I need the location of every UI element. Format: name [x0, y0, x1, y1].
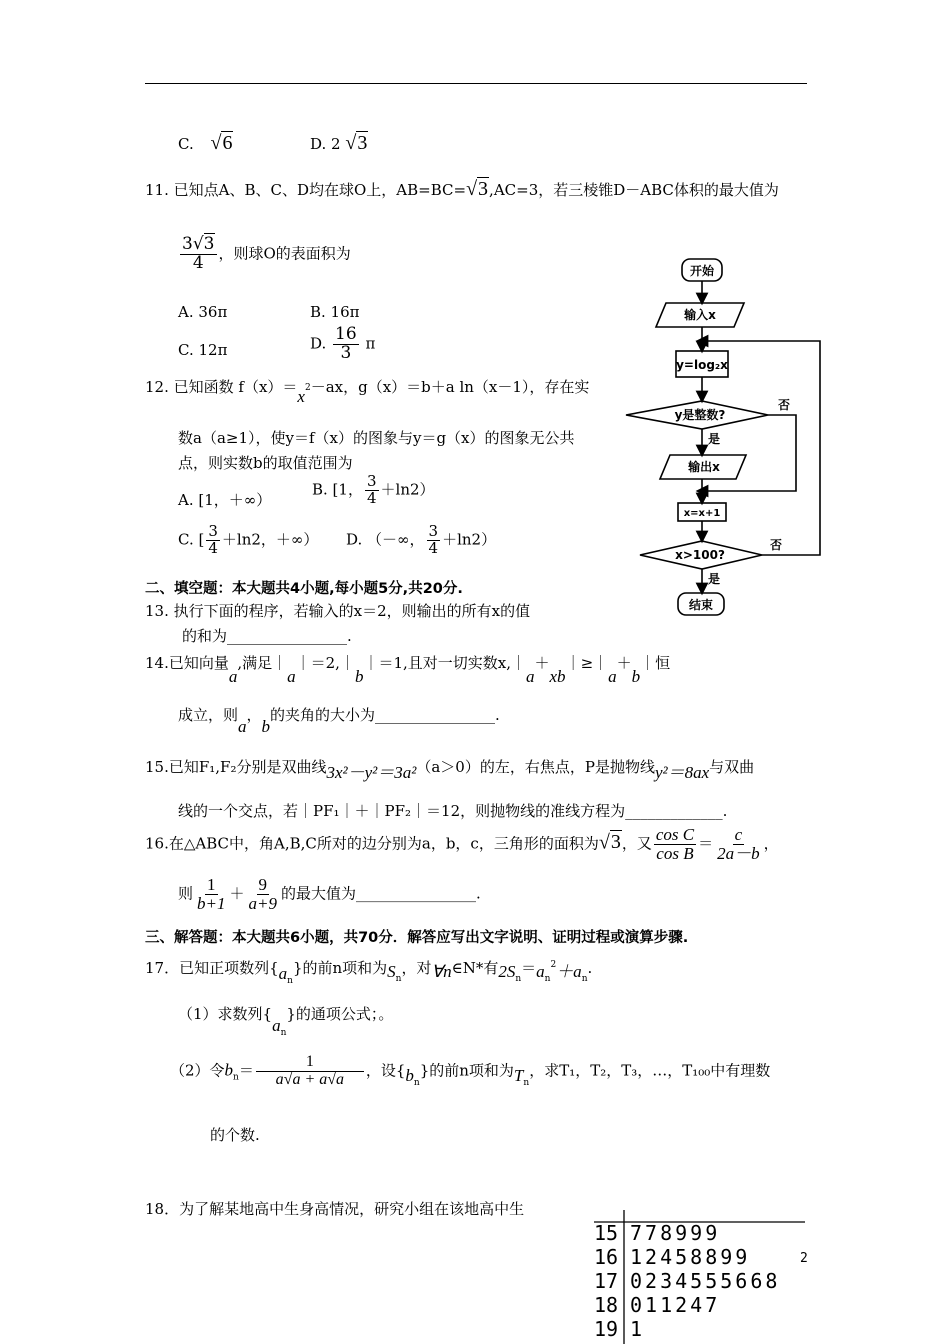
flow-cond1-text: y是整数?: [674, 408, 726, 422]
q11-fraction: $\frac{3√3}{4}$: [182, 234, 215, 273]
q13-line2: 的和为________________.: [182, 627, 352, 645]
q16-line2: 则 $\frac{1}{b+1}$ ＋ $\frac{9}{a+9}$ 的最大值为________________.: [178, 875, 481, 913]
q11-line2: $\frac{3√3}{4}$ ，则球O的表面积为: [182, 234, 351, 273]
q11-line1: 11. 已知点A、B、C、D均在球O上，AB=BC=√3,AC=3，若三棱锥D－ABC体积的最大值为: [145, 178, 779, 200]
stem-16: 16: [594, 1245, 619, 1269]
q16-line1: 16.在△ABC中，角A,B,C所对的边分别为a，b，c，三角形的面积为√3，又 $\frac{\text{cos C}}{\text{cos B}}$ ＝ $\frac{c}{2a-b}$ ，: [145, 825, 779, 863]
q10-option-c: C. √6: [178, 132, 233, 154]
q11-option-d: D. $\frac{16}{3}$ π: [310, 324, 376, 363]
q13-line1: 13. 执行下面的程序，若输入的x＝2，则输出的所有x的值: [145, 602, 531, 620]
flow-end-text: 结束: [688, 598, 714, 612]
q12-line3: 点，则实数b的取值范围为: [178, 454, 353, 472]
stem-leaf-plot: [590, 1210, 810, 1344]
flow-output-text: 输出x: [688, 460, 720, 474]
q17-line1: 17．已知正项数列$\{a_n\}$的前n项和为$S_n$，对∀n∈N*有$2S_n=a_n^2+a_n$.: [145, 959, 593, 986]
q11-option-b: B. 16π: [310, 303, 360, 321]
flow-yes2-text: 是: [708, 572, 721, 586]
q12-line2: 数a（a≥1），使y＝f（x）的图象与y＝g（x）的图象无公共: [178, 429, 575, 447]
section-answer-heading: 三、解答题：本大题共6小题，共70分．解答应写出文字说明、证明过程或演算步骤.: [145, 930, 689, 946]
flow-cond2-text: x>100?: [675, 548, 725, 562]
flowchart: [620, 255, 830, 625]
leaves-18: 011247: [630, 1293, 721, 1317]
q12-option-d: D. （－∞， $\frac{3}{4}$ ＋ln2）: [346, 522, 497, 557]
q10-option-d: D. 2 √3: [310, 132, 368, 154]
section-fill-in-heading: 二、填空题：本大题共4小题,每小题5分,共20分.: [145, 581, 463, 597]
leaves-17: 0234555668: [630, 1269, 781, 1293]
stem-side-mark: 2: [800, 1251, 808, 1266]
q12-option-a: A. [1，＋∞）: [178, 491, 272, 509]
header-rule: [145, 83, 807, 84]
q15-line2: 线的一个交点，若｜PF₁｜＋｜PF₂｜＝12，则抛物线的准线方程为_____________.: [178, 802, 728, 820]
q18-line1: 18．为了解某地高中生身高情况，研究小组在该地高中生: [145, 1200, 525, 1218]
q15-line1: 15.已知F₁,F₂分别是双曲线3x²－y²＝3a²（a＞0）的左，右焦点，P是抛物线y²＝8ax与双曲: [145, 758, 755, 782]
leaves-19: 1: [630, 1317, 646, 1341]
q12-option-b: B. [1， $\frac{3}{4}$ ＋ln2）: [312, 472, 435, 507]
flow-no2-text: 否: [770, 538, 783, 552]
flow-yes1-text: 是: [708, 432, 721, 446]
stem-17: 17: [594, 1269, 619, 1293]
flow-assign-text: y=log₂x: [676, 358, 728, 372]
flow-no1-text: 否: [778, 398, 791, 412]
leaves-16: 12458899: [630, 1245, 751, 1269]
stem-15: 15: [594, 1221, 619, 1245]
q14-line2: 成立，则a，b的夹角的大小为________________.: [178, 706, 500, 736]
q17-part2-tail: 的个数.: [210, 1126, 260, 1144]
flow-increment-text: x=x+1: [683, 508, 721, 519]
flow-input-text: 输入x: [684, 308, 716, 322]
stem-19: 19: [594, 1317, 619, 1341]
q12-line1: 12. 已知函数 $f(x)=x^2-ax$，g（x）＝b＋a ln（x－1），存在实: [145, 378, 590, 406]
q17-part1: （1）求数列$\{a_n\}$的通项公式；。: [178, 1005, 394, 1038]
q11-option-a: A. 36π: [178, 303, 228, 321]
q12-option-c: C. [ $\frac{3}{4}$ ＋ln2，＋∞）: [178, 522, 319, 557]
q11-option-c: C. 12π: [178, 341, 228, 359]
q14-line1: 14.已知向量a,满足｜a｜＝2,｜b｜＝1,且对一切实数x,｜a＋xb｜≥｜a＋b｜恒: [145, 654, 671, 686]
leaves-15: 778999: [630, 1221, 721, 1245]
flow-start-text: 开始: [689, 264, 715, 278]
q17-part2: （2）令$b_n=$ $\frac{1}{a√a + a√a}$ ，设$\{b_n\}$的前n项和为$T_n$，求T₁，T₂，T₃，…，T₁₀₀中有理数: [170, 1053, 771, 1089]
stem-18: 18: [594, 1293, 619, 1317]
